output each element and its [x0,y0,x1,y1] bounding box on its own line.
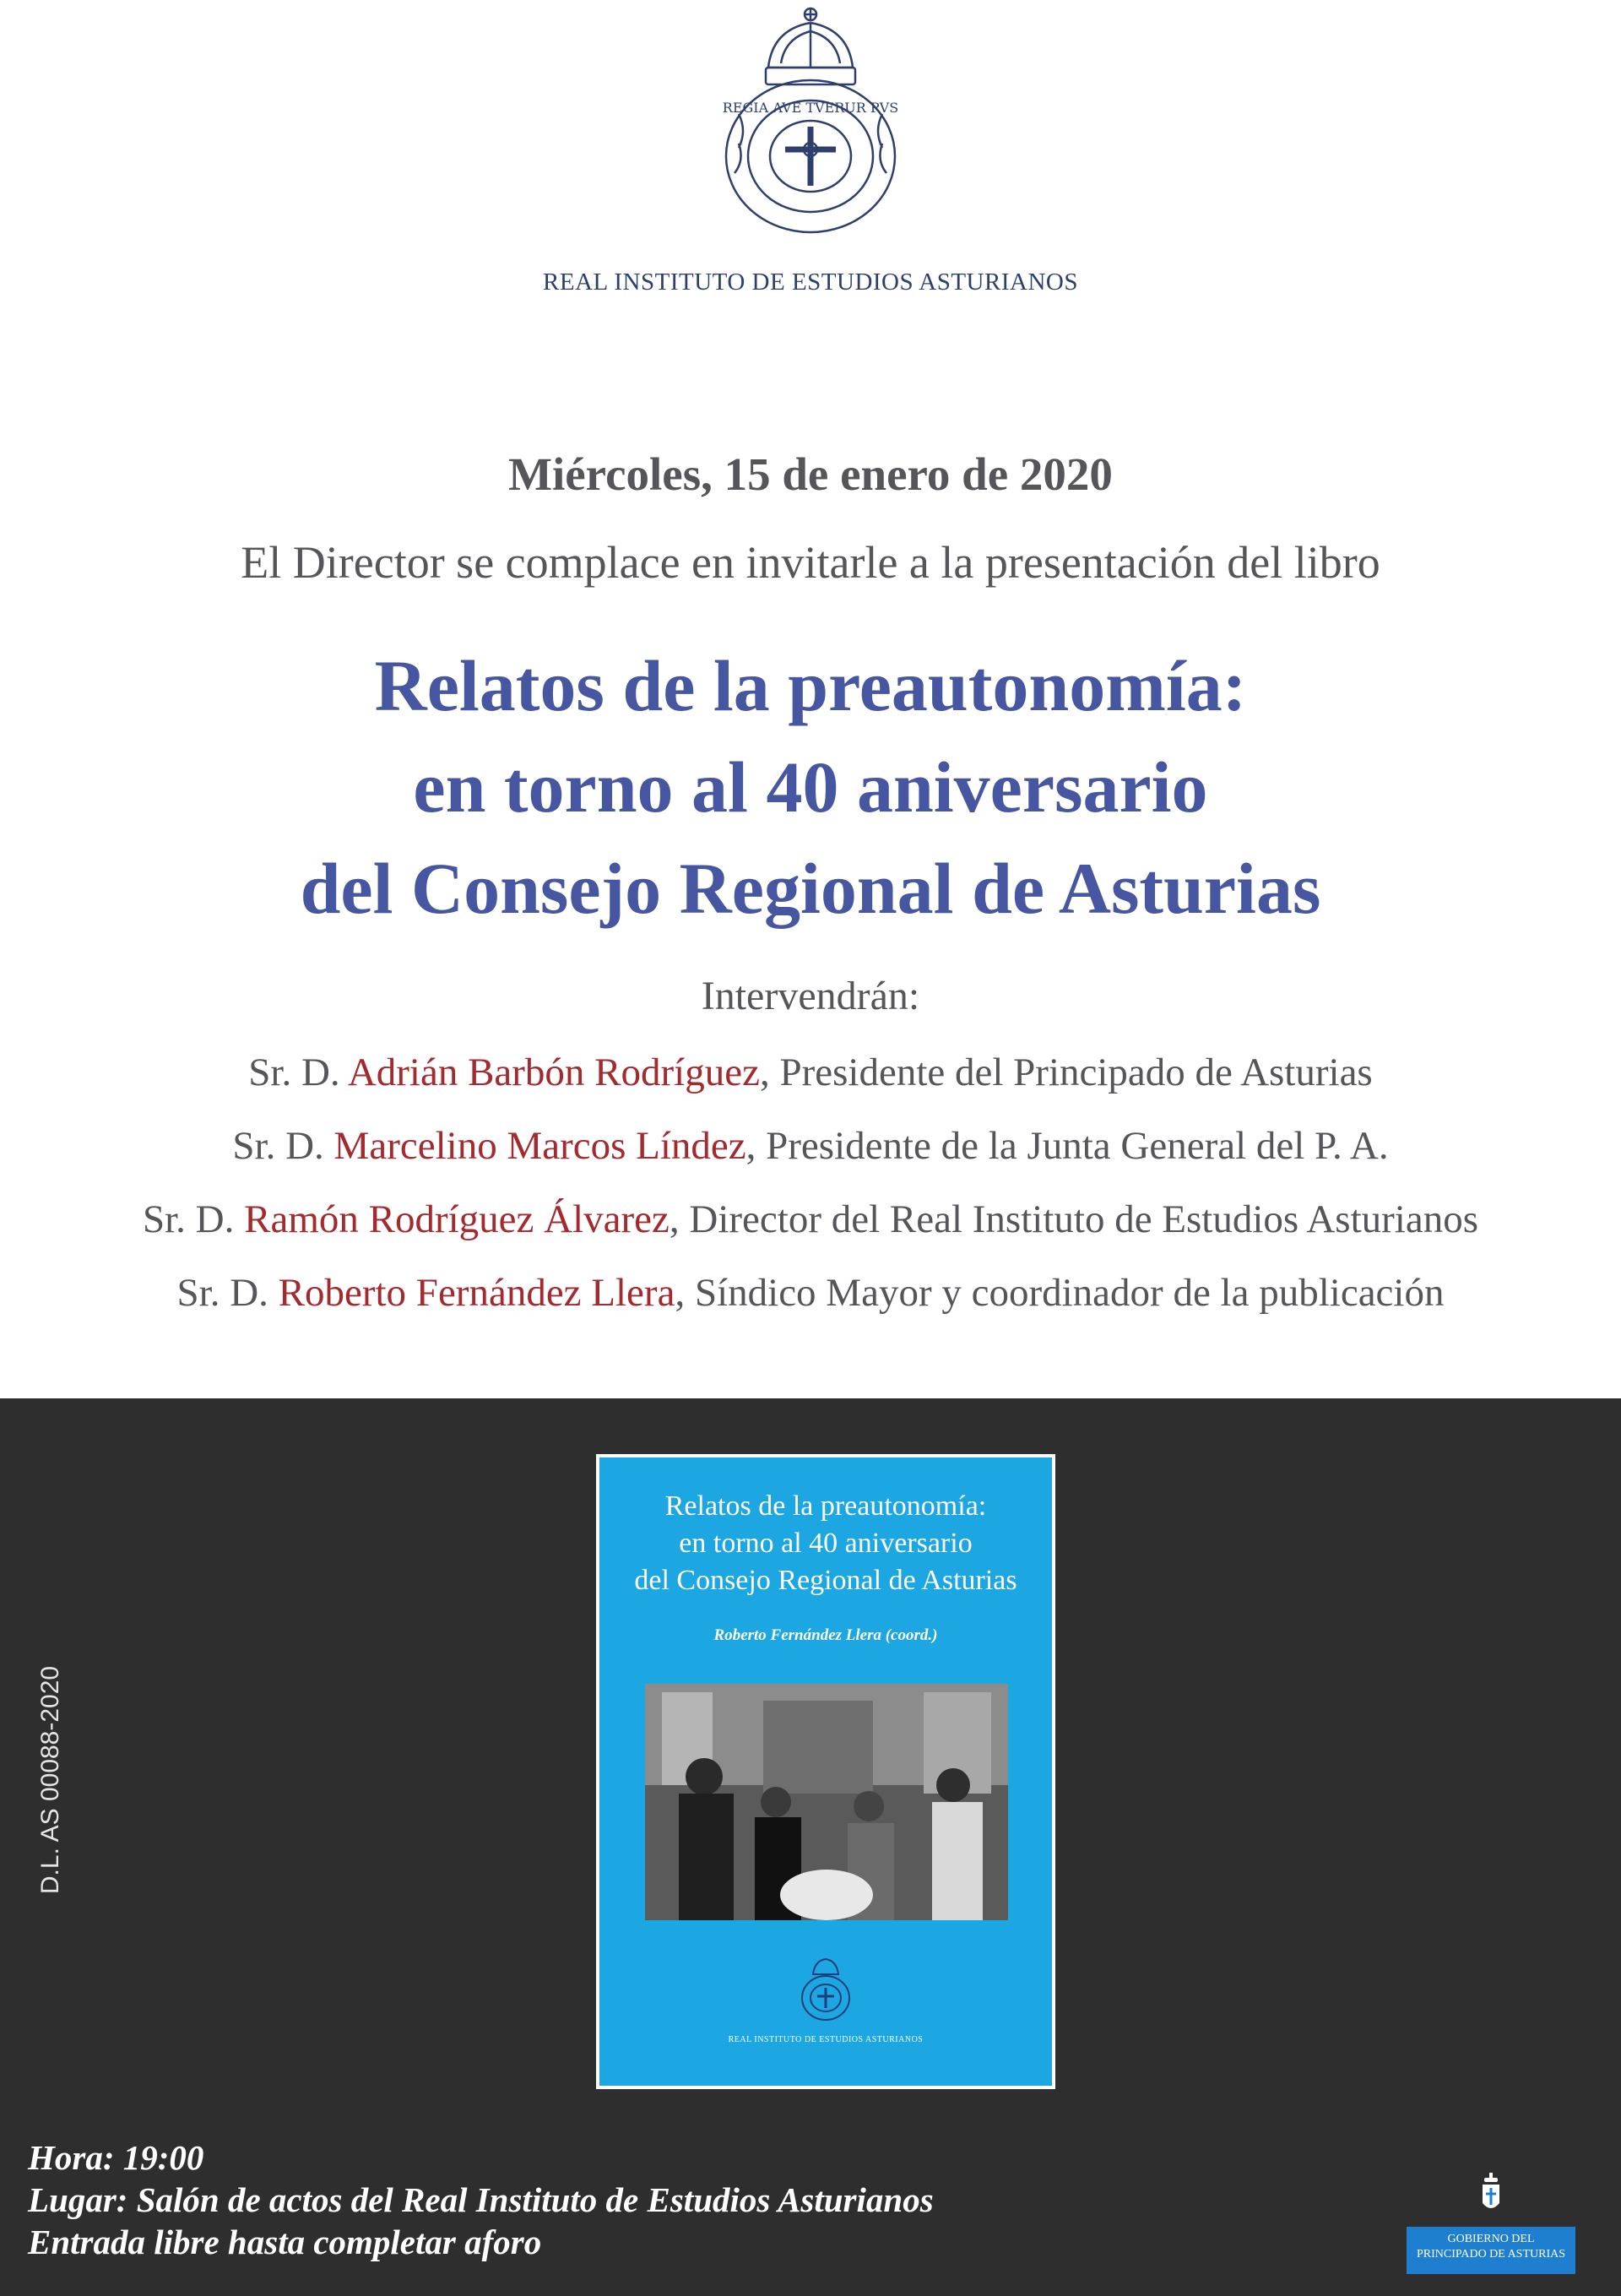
invitation-text: El Director se complace en invitarle a la presentación del libro [241,537,1380,588]
event-entry: Entrada libre hasta completar aforo [28,2223,542,2261]
cover-title: Relatos de la preautonomía: en torno al 40 aniversario del Consejo Regional de Asturias [634,1490,1017,1596]
speaker-row: Sr. D. Ramón Rodríguez Álvarez, Director del Real Instituto de Estudios Asturianos [142,1197,1479,1241]
ridea-crest-icon [796,1956,855,2023]
book-cover-image [596,1454,1055,2089]
speaker-row: Sr. D. Roberto Fernández Llera, Síndico Mayor y coordinador de la publicación [176,1271,1445,1315]
book-title [0,635,1621,939]
cover-institute: REAL INSTITUTO DE ESTUDIOS ASTURIANOS [728,2035,924,2044]
event-time: Hora: 19:00 [28,2138,204,2177]
speakers-heading: Intervendrán: [701,974,920,1018]
logo-text: GOBIERNO DEL PRINCIPADO DE ASTURIAS [1416,2233,1566,2261]
book-title-line: Relatos de la preautonomía: [374,645,1247,726]
book-title-line: en torno al 40 aniversario [413,746,1208,828]
speaker-name: Adrián Barbón Rodríguez [347,1050,760,1094]
svg-text:REGIA AVE TVERUR PVS: REGIA AVE TVERUR PVS [722,100,899,116]
black-and-white-group-photo [645,1684,1008,1920]
event-logistics [28,2136,934,2263]
speaker-name: Ramón Rodríguez Álvarez [244,1197,670,1241]
cover-author: Roberto Fernández Llera (coord.) [713,1626,938,1644]
speaker-row: Sr. D. Marcelino Marcos Líndez, Presidente de la Junta General del P. A. [232,1124,1389,1168]
speakers-list [0,1047,1621,1341]
asturias-crest-icon [1477,2173,1504,2220]
event-place: Lugar: Salón de actos del Real Instituto de Estudios Asturianos [28,2180,934,2219]
speaker-name: Marcelino Marcos Líndez [333,1124,746,1168]
gobierno-principado-logo [1407,2173,1575,2274]
book-title-line: del Consejo Regional de Asturias [300,848,1321,929]
event-date: Miércoles, 15 de enero de 2020 [508,448,1113,500]
institute-name: REAL INSTITUTO DE ESTUDIOS ASTURIANOS [543,269,1078,296]
ridea-crest-icon [705,4,916,241]
speaker-row: Sr. D. Adrián Barbón Rodríguez, Presidente del Principado de Asturias [248,1050,1373,1094]
speaker-name: Roberto Fernández Llera [278,1271,675,1315]
legal-deposit: D.L. AS 00088-2020 [36,1665,64,1895]
